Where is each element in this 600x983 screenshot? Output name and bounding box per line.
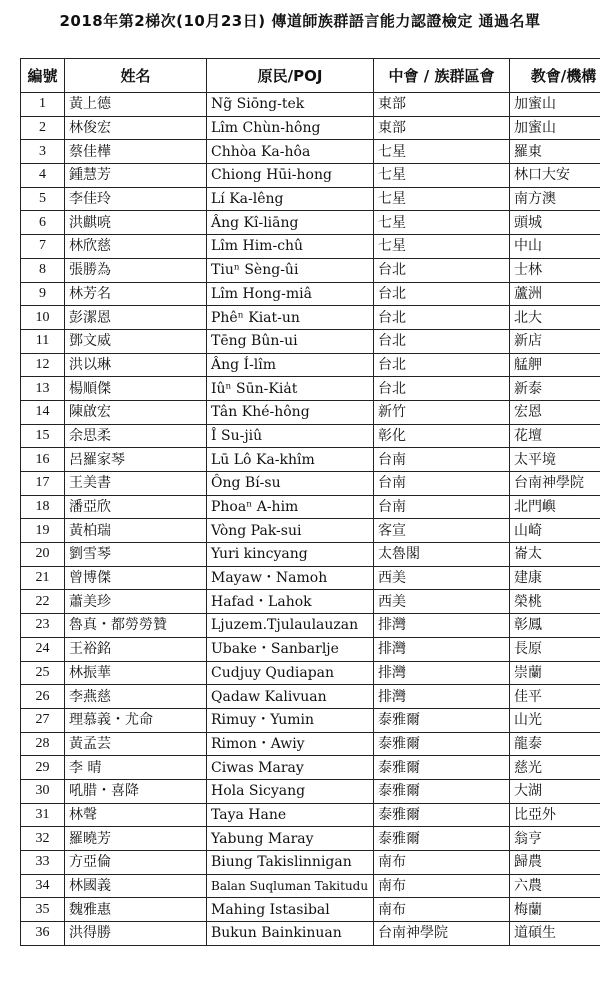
table-row xyxy=(21,140,600,164)
cell-region: 台北 xyxy=(374,258,510,282)
cell-name: 洪得勝 xyxy=(65,922,207,946)
cell-name: 魏雅惠 xyxy=(65,898,207,922)
cell-church: 加蜜山 xyxy=(510,93,600,117)
cell-region: 排灣 xyxy=(374,661,510,685)
cell-name: 林國義 xyxy=(65,874,207,898)
cell-poj: Lîm Hong-miâ xyxy=(207,282,374,306)
cell-region: 泰雅爾 xyxy=(374,756,510,780)
cell-poj: Iûⁿ Sūn-Kia̍t xyxy=(207,377,374,401)
cell-region: 泰雅爾 xyxy=(374,827,510,851)
cell-region: 泰雅爾 xyxy=(374,779,510,803)
table-row xyxy=(21,519,600,543)
cell-region: 七星 xyxy=(374,235,510,259)
cell-church: 山崎 xyxy=(510,519,600,543)
table-header-row xyxy=(21,59,600,93)
cell-church: 大湖 xyxy=(510,779,600,803)
cell-poj: Phêⁿ Kiat-un xyxy=(207,306,374,330)
cell-poj: Chiong Hūi-hong xyxy=(207,164,374,188)
table-row xyxy=(21,187,600,211)
cell-church: 太平境 xyxy=(510,448,600,472)
table-row xyxy=(21,803,600,827)
cell-church: 北門嶼 xyxy=(510,495,600,519)
cell-number: 13 xyxy=(21,377,65,401)
cell-poj: Mahing Istasibal xyxy=(207,898,374,922)
cell-name: 鍾慧芳 xyxy=(65,164,207,188)
document-title: 2018年第2梯次(10月23日) 傳道師族群語言能力認證檢定 通過名單 xyxy=(59,12,541,30)
cell-number: 28 xyxy=(21,732,65,756)
cell-name: 林欣慈 xyxy=(65,235,207,259)
cell-number: 26 xyxy=(21,685,65,709)
table-row xyxy=(21,708,600,732)
cell-church: 北大 xyxy=(510,306,600,330)
cell-church: 宏恩 xyxy=(510,400,600,424)
cell-region: 台北 xyxy=(374,329,510,353)
table-row xyxy=(21,448,600,472)
table-row xyxy=(21,472,600,496)
cell-number: 9 xyxy=(21,282,65,306)
cell-poj: Cudjuy Qudiapan xyxy=(207,661,374,685)
cell-number: 17 xyxy=(21,472,65,496)
cell-number: 31 xyxy=(21,803,65,827)
cell-region: 七星 xyxy=(374,164,510,188)
cell-region: 台北 xyxy=(374,377,510,401)
cell-poj: Tiuⁿ Sèng-ûi xyxy=(207,258,374,282)
header-region: 中會 / 族群區會 xyxy=(374,59,510,93)
cell-church: 比亞外 xyxy=(510,803,600,827)
cell-church: 建康 xyxy=(510,566,600,590)
cell-region: 太魯閣 xyxy=(374,543,510,567)
cell-number: 15 xyxy=(21,424,65,448)
cell-poj: Ng̃ Siōng-tek xyxy=(207,93,374,117)
cell-number: 3 xyxy=(21,140,65,164)
cell-region: 東部 xyxy=(374,116,510,140)
cell-number: 29 xyxy=(21,756,65,780)
table-row xyxy=(21,282,600,306)
cell-number: 22 xyxy=(21,590,65,614)
cell-region: 七星 xyxy=(374,140,510,164)
cell-region: 泰雅爾 xyxy=(374,708,510,732)
table-row xyxy=(21,164,600,188)
cell-church: 龍泰 xyxy=(510,732,600,756)
cell-region: 泰雅爾 xyxy=(374,732,510,756)
cell-poj: Rimuy・Yumin xyxy=(207,708,374,732)
cell-number: 4 xyxy=(21,164,65,188)
cell-number: 2 xyxy=(21,116,65,140)
cell-number: 35 xyxy=(21,898,65,922)
cell-name: 林俊宏 xyxy=(65,116,207,140)
cell-region: 西美 xyxy=(374,566,510,590)
cell-church: 歸農 xyxy=(510,851,600,875)
header-church: 教會/機構 xyxy=(510,59,600,93)
cell-number: 23 xyxy=(21,614,65,638)
table-row xyxy=(21,779,600,803)
cell-region: 東部 xyxy=(374,93,510,117)
cell-name: 彭潔恩 xyxy=(65,306,207,330)
table-row xyxy=(21,566,600,590)
cell-number: 25 xyxy=(21,661,65,685)
cell-name: 林芳名 xyxy=(65,282,207,306)
cell-name: 魯真・都勞勞贊 xyxy=(65,614,207,638)
header-name: 姓名 xyxy=(65,59,207,93)
cell-name: 潘亞欣 xyxy=(65,495,207,519)
cell-number: 27 xyxy=(21,708,65,732)
cell-church: 佳平 xyxy=(510,685,600,709)
cell-church: 崙太 xyxy=(510,543,600,567)
cell-number: 5 xyxy=(21,187,65,211)
cell-region: 台北 xyxy=(374,353,510,377)
table-row xyxy=(21,377,600,401)
cell-name: 方亞倫 xyxy=(65,851,207,875)
cell-name: 楊順傑 xyxy=(65,377,207,401)
table-row xyxy=(21,827,600,851)
cell-church: 加蜜山 xyxy=(510,116,600,140)
cell-church: 彰鳳 xyxy=(510,614,600,638)
cell-number: 19 xyxy=(21,519,65,543)
cell-number: 32 xyxy=(21,827,65,851)
cell-number: 20 xyxy=(21,543,65,567)
table-row xyxy=(21,874,600,898)
cell-name: 蕭美珍 xyxy=(65,590,207,614)
cell-poj: Bukun Bainkinuan xyxy=(207,922,374,946)
cell-church: 林口大安 xyxy=(510,164,600,188)
cell-name: 余思柔 xyxy=(65,424,207,448)
cell-church: 山光 xyxy=(510,708,600,732)
cell-name: 劉雪琴 xyxy=(65,543,207,567)
cell-church: 花壇 xyxy=(510,424,600,448)
cell-poj: Biung Takislinnigan xyxy=(207,851,374,875)
cell-number: 34 xyxy=(21,874,65,898)
cell-name: 洪麒喨 xyxy=(65,211,207,235)
cell-region: 泰雅爾 xyxy=(374,803,510,827)
cell-region: 排灣 xyxy=(374,614,510,638)
header-number: 編號 xyxy=(21,59,65,93)
cell-number: 6 xyxy=(21,211,65,235)
cell-poj: Qadaw Kalivuan xyxy=(207,685,374,709)
table-row xyxy=(21,756,600,780)
cell-number: 36 xyxy=(21,922,65,946)
cell-number: 33 xyxy=(21,851,65,875)
cell-poj: Hafad・Lahok xyxy=(207,590,374,614)
cell-name: 王美書 xyxy=(65,472,207,496)
cell-poj: Âng Kî-liāng xyxy=(207,211,374,235)
cell-number: 21 xyxy=(21,566,65,590)
cell-poj: Lū Lô Ka-khîm xyxy=(207,448,374,472)
table-row xyxy=(21,235,600,259)
cell-name: 吼腊・喜降 xyxy=(65,779,207,803)
cell-poj: Lîm Him-chû xyxy=(207,235,374,259)
table-row xyxy=(21,590,600,614)
cell-name: 理慕義・尤命 xyxy=(65,708,207,732)
cell-poj: Lí Ka-lêng xyxy=(207,187,374,211)
cell-poj: Ljuzem.Tjulaulauzan xyxy=(207,614,374,638)
cell-poj: Yabung Maray xyxy=(207,827,374,851)
cell-name: 黃孟芸 xyxy=(65,732,207,756)
cell-church: 翁亨 xyxy=(510,827,600,851)
cell-region: 排灣 xyxy=(374,685,510,709)
cell-name: 李佳玲 xyxy=(65,187,207,211)
cell-poj: Phoaⁿ A-him xyxy=(207,495,374,519)
cell-poj: Yuri kincyang xyxy=(207,543,374,567)
table-row xyxy=(21,93,600,117)
cell-church: 新泰 xyxy=(510,377,600,401)
table-row xyxy=(21,258,600,282)
cell-poj: Vòng Pak-sui xyxy=(207,519,374,543)
table-row xyxy=(21,543,600,567)
cell-poj: Balan Suqluman Takitudu xyxy=(207,874,374,898)
cell-number: 14 xyxy=(21,400,65,424)
cell-number: 24 xyxy=(21,637,65,661)
cell-number: 11 xyxy=(21,329,65,353)
cell-church: 蘆洲 xyxy=(510,282,600,306)
table-row xyxy=(21,400,600,424)
cell-region: 台南 xyxy=(374,495,510,519)
cell-number: 18 xyxy=(21,495,65,519)
cell-region: 新竹 xyxy=(374,400,510,424)
table-row xyxy=(21,424,600,448)
cell-name: 黃上德 xyxy=(65,93,207,117)
cell-church: 頭城 xyxy=(510,211,600,235)
cell-church: 慈光 xyxy=(510,756,600,780)
cell-name: 鄧文威 xyxy=(65,329,207,353)
cell-name: 蔡佳樺 xyxy=(65,140,207,164)
cell-region: 台南 xyxy=(374,448,510,472)
roster-table xyxy=(20,58,600,946)
table-row xyxy=(21,851,600,875)
cell-poj: Taya Hane xyxy=(207,803,374,827)
cell-region: 台南 xyxy=(374,472,510,496)
cell-name: 洪以琳 xyxy=(65,353,207,377)
cell-church: 台南神學院 xyxy=(510,472,600,496)
cell-region: 客宣 xyxy=(374,519,510,543)
cell-church: 中山 xyxy=(510,235,600,259)
cell-name: 張勝為 xyxy=(65,258,207,282)
cell-region: 排灣 xyxy=(374,637,510,661)
cell-region: 七星 xyxy=(374,187,510,211)
cell-poj: Rimon・Awiy xyxy=(207,732,374,756)
cell-church: 榮桃 xyxy=(510,590,600,614)
cell-poj: Ông Bí-su xyxy=(207,472,374,496)
cell-church: 六農 xyxy=(510,874,600,898)
cell-number: 7 xyxy=(21,235,65,259)
table-row xyxy=(21,732,600,756)
cell-name: 林聲 xyxy=(65,803,207,827)
cell-poj: Tēng Bûn-ui xyxy=(207,329,374,353)
table-row xyxy=(21,922,600,946)
cell-region: 西美 xyxy=(374,590,510,614)
cell-name: 羅曉芳 xyxy=(65,827,207,851)
table-row xyxy=(21,685,600,709)
cell-name: 林振華 xyxy=(65,661,207,685)
table-row xyxy=(21,637,600,661)
cell-poj: Ciwas Maray xyxy=(207,756,374,780)
cell-poj: Hola Sicyang xyxy=(207,779,374,803)
cell-name: 曾博傑 xyxy=(65,566,207,590)
table-row xyxy=(21,353,600,377)
cell-church: 梅蘭 xyxy=(510,898,600,922)
cell-poj: Chhòa Ka-hôa xyxy=(207,140,374,164)
cell-church: 羅東 xyxy=(510,140,600,164)
cell-name: 黃柏瑞 xyxy=(65,519,207,543)
cell-region: 南布 xyxy=(374,874,510,898)
cell-name: 陳啟宏 xyxy=(65,400,207,424)
table-row xyxy=(21,211,600,235)
header-poj: 原民/POJ xyxy=(207,59,374,93)
cell-name: 王裕銘 xyxy=(65,637,207,661)
cell-region: 台南神學院 xyxy=(374,922,510,946)
cell-region: 台北 xyxy=(374,306,510,330)
cell-number: 10 xyxy=(21,306,65,330)
cell-name: 李 晴 xyxy=(65,756,207,780)
table-body xyxy=(21,93,600,946)
cell-church: 艋舺 xyxy=(510,353,600,377)
cell-church: 道碩生 xyxy=(510,922,600,946)
cell-church: 長原 xyxy=(510,637,600,661)
cell-region: 南布 xyxy=(374,851,510,875)
table-row xyxy=(21,661,600,685)
cell-number: 1 xyxy=(21,93,65,117)
cell-region: 南布 xyxy=(374,898,510,922)
cell-church: 新店 xyxy=(510,329,600,353)
table-row xyxy=(21,116,600,140)
table-row xyxy=(21,329,600,353)
cell-poj: Î Su-jiû xyxy=(207,424,374,448)
cell-number: 30 xyxy=(21,779,65,803)
cell-region: 彰化 xyxy=(374,424,510,448)
cell-name: 呂羅家琴 xyxy=(65,448,207,472)
table-row xyxy=(21,306,600,330)
cell-number: 16 xyxy=(21,448,65,472)
cell-number: 12 xyxy=(21,353,65,377)
table-row xyxy=(21,495,600,519)
cell-region: 七星 xyxy=(374,211,510,235)
table-row xyxy=(21,614,600,638)
table-row xyxy=(21,898,600,922)
cell-region: 台北 xyxy=(374,282,510,306)
cell-poj: Lîm Chùn-hông xyxy=(207,116,374,140)
cell-name: 李燕慈 xyxy=(65,685,207,709)
cell-number: 8 xyxy=(21,258,65,282)
cell-church: 南方澳 xyxy=(510,187,600,211)
cell-poj: Mayaw・Namoh xyxy=(207,566,374,590)
cell-poj: Âng Í-lîm xyxy=(207,353,374,377)
cell-poj: Tân Khé-hông xyxy=(207,400,374,424)
cell-poj: Ubake・Sanbarlje xyxy=(207,637,374,661)
cell-church: 士林 xyxy=(510,258,600,282)
cell-church: 崇蘭 xyxy=(510,661,600,685)
